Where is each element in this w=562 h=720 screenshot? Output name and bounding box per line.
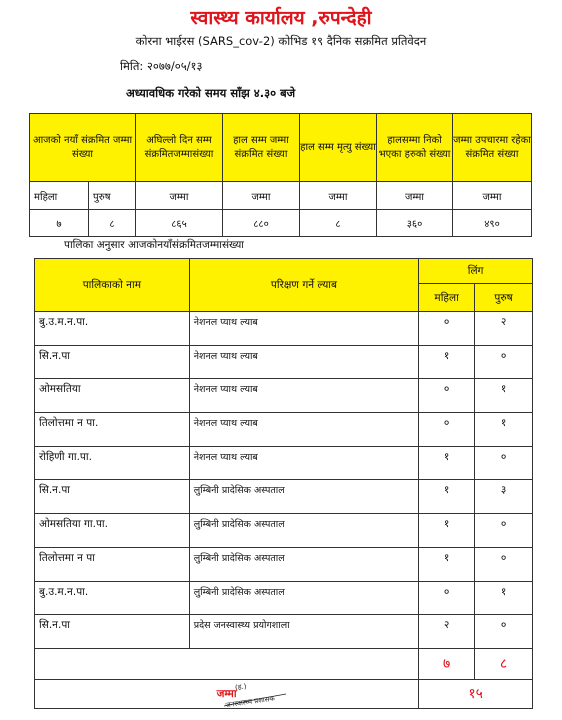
female-count: १	[419, 480, 475, 514]
sub-female: महिला	[30, 182, 89, 210]
svg-text:जनस्वास्थ्य प्रशासक: जनस्वास्थ्य प्रशासक	[224, 694, 276, 710]
lab-name: लुम्बिनी प्रादेसिक अस्पताल	[189, 480, 418, 514]
palika-name: बु.उ.म.न.पा.	[35, 581, 190, 615]
male-count: १	[475, 413, 533, 447]
lab-name: नेशनल प्याथ ल्याब	[189, 379, 418, 413]
palika-name: रोहिणी गा.पा.	[35, 446, 190, 480]
lab-name: नेशनल प्याथ ल्याब	[189, 345, 418, 379]
palika-name: ओमसतिया	[35, 379, 190, 413]
female-count: ०	[419, 312, 475, 346]
female-count: १	[419, 345, 475, 379]
summary-values-row	[30, 210, 532, 237]
grand-total: १५	[419, 679, 533, 708]
value-total-cases: ८८०	[223, 210, 300, 237]
table-row	[35, 379, 533, 413]
value-recovered: ३६०	[377, 210, 453, 237]
table-row	[35, 581, 533, 615]
value-active: ४९०	[453, 210, 532, 237]
lab-name: प्रदेस जनस्वास्थ्य प्रयोगशाला	[189, 615, 418, 649]
male-count: १	[475, 581, 533, 615]
summary-sub-row	[30, 182, 532, 210]
value-new-male: ८	[89, 210, 136, 237]
header-prev-cases: अघिल्लो दिन सम्म संक्रमितजम्मासंख्या	[136, 114, 223, 182]
summary-header-row	[30, 114, 532, 182]
header-active: जम्मा उपचारमा रहेका संक्रमित संख्या	[453, 114, 532, 182]
female-count: २	[419, 615, 475, 649]
palika-name: ओमसतिया गा.पा.	[35, 514, 190, 548]
lab-name: लुम्बिनी प्रादेसिक अस्पताल	[189, 581, 418, 615]
sub-total: जम्मा	[223, 182, 300, 210]
header-new-cases: आजको नयाँ संक्रमित जम्मा संख्या	[30, 114, 136, 182]
palika-name: तिलोत्तमा न पा.	[35, 413, 190, 447]
lab-name: नेशनल प्याथ ल्याब	[189, 446, 418, 480]
table-row	[35, 547, 533, 581]
lab-name: लुम्बिनी प्रादेसिक अस्पताल	[189, 514, 418, 548]
palika-name: बु.उ.म.न.पा.	[35, 312, 190, 346]
female-count: ०	[419, 581, 475, 615]
header-female: महिला	[419, 284, 475, 312]
value-prev-cases: ८६५	[136, 210, 223, 237]
male-count: २	[475, 312, 533, 346]
table-row	[35, 615, 533, 649]
palika-total-row	[35, 648, 533, 679]
palika-name: सि.न.पा	[35, 615, 190, 649]
palika-name: सि.न.पा	[35, 345, 190, 379]
lab-name: नेशनल प्याथ ल्याब	[189, 312, 418, 346]
signature-stamp	[222, 676, 290, 710]
header-palika-name: पालिकाको नाम	[35, 259, 190, 312]
office-title: स्वास्थ्य कार्यालय ,रुपन्देही	[190, 7, 372, 29]
sub-total: जम्मा	[377, 182, 453, 210]
total-label-blank	[35, 648, 419, 679]
palika-name: सि.न.पा	[35, 480, 190, 514]
header-male: पुरुष	[475, 284, 533, 312]
sub-total: जम्मा	[300, 182, 377, 210]
male-count: ०	[475, 547, 533, 581]
female-count: १	[419, 446, 475, 480]
report-date: मिति: २०७७/०५/१३	[120, 59, 203, 73]
table-row	[35, 345, 533, 379]
total-male: ८	[475, 648, 533, 679]
male-count: ०	[475, 514, 533, 548]
sub-total: जम्मा	[453, 182, 532, 210]
male-count: ०	[475, 345, 533, 379]
lab-name: लुम्बिनी प्रादेसिक अस्पताल	[189, 547, 418, 581]
update-time: अध्यावधिक गरेको समय साँझ ४.३० बजे	[126, 86, 296, 100]
header-lab: परिक्षण गर्ने ल्याब	[189, 259, 418, 312]
header-total-cases: हाल सम्म जम्मा संक्रमित संख्या	[223, 114, 300, 182]
report-subtitle: कोरना भाईरस (SARS_cov-2) कोभिड १९ दैनिक सक्रमित प्रतिवेदन	[135, 34, 427, 48]
grand-total-label: जम्मा	[35, 679, 419, 708]
svg-text:(ह.): (ह.)	[234, 682, 247, 692]
table-row	[35, 480, 533, 514]
male-count: १	[475, 379, 533, 413]
header-deaths: हाल सम्म मृत्यु संख्या	[300, 114, 377, 182]
female-count: १	[419, 547, 475, 581]
female-count: ०	[419, 413, 475, 447]
male-count: ०	[475, 446, 533, 480]
value-new-female: ७	[30, 210, 89, 237]
female-count: १	[419, 514, 475, 548]
total-female: ७	[419, 648, 475, 679]
table-row	[35, 312, 533, 346]
palika-name: तिलोत्तमा न पा	[35, 547, 190, 581]
table-row	[35, 514, 533, 548]
table-row	[35, 413, 533, 447]
header-recovered: हालसम्मा निको भएका हरुको संख्या	[377, 114, 453, 182]
summary-table	[29, 113, 532, 237]
male-count: ०	[475, 615, 533, 649]
palika-table	[34, 258, 533, 709]
female-count: ०	[419, 379, 475, 413]
header-gender: लिंग	[419, 259, 533, 284]
palika-header-row	[35, 259, 533, 284]
sub-male: पुरुष	[89, 182, 136, 210]
palika-caption: पालिका अनुसार आजकोनयाँसंक्रमितजम्मासंख्या	[64, 239, 245, 251]
palika-rows	[35, 312, 533, 649]
male-count: ३	[475, 480, 533, 514]
sub-total: जम्मा	[136, 182, 223, 210]
value-deaths: ८	[300, 210, 377, 237]
table-row	[35, 446, 533, 480]
lab-name: नेशनल प्याथ ल्याब	[189, 413, 418, 447]
